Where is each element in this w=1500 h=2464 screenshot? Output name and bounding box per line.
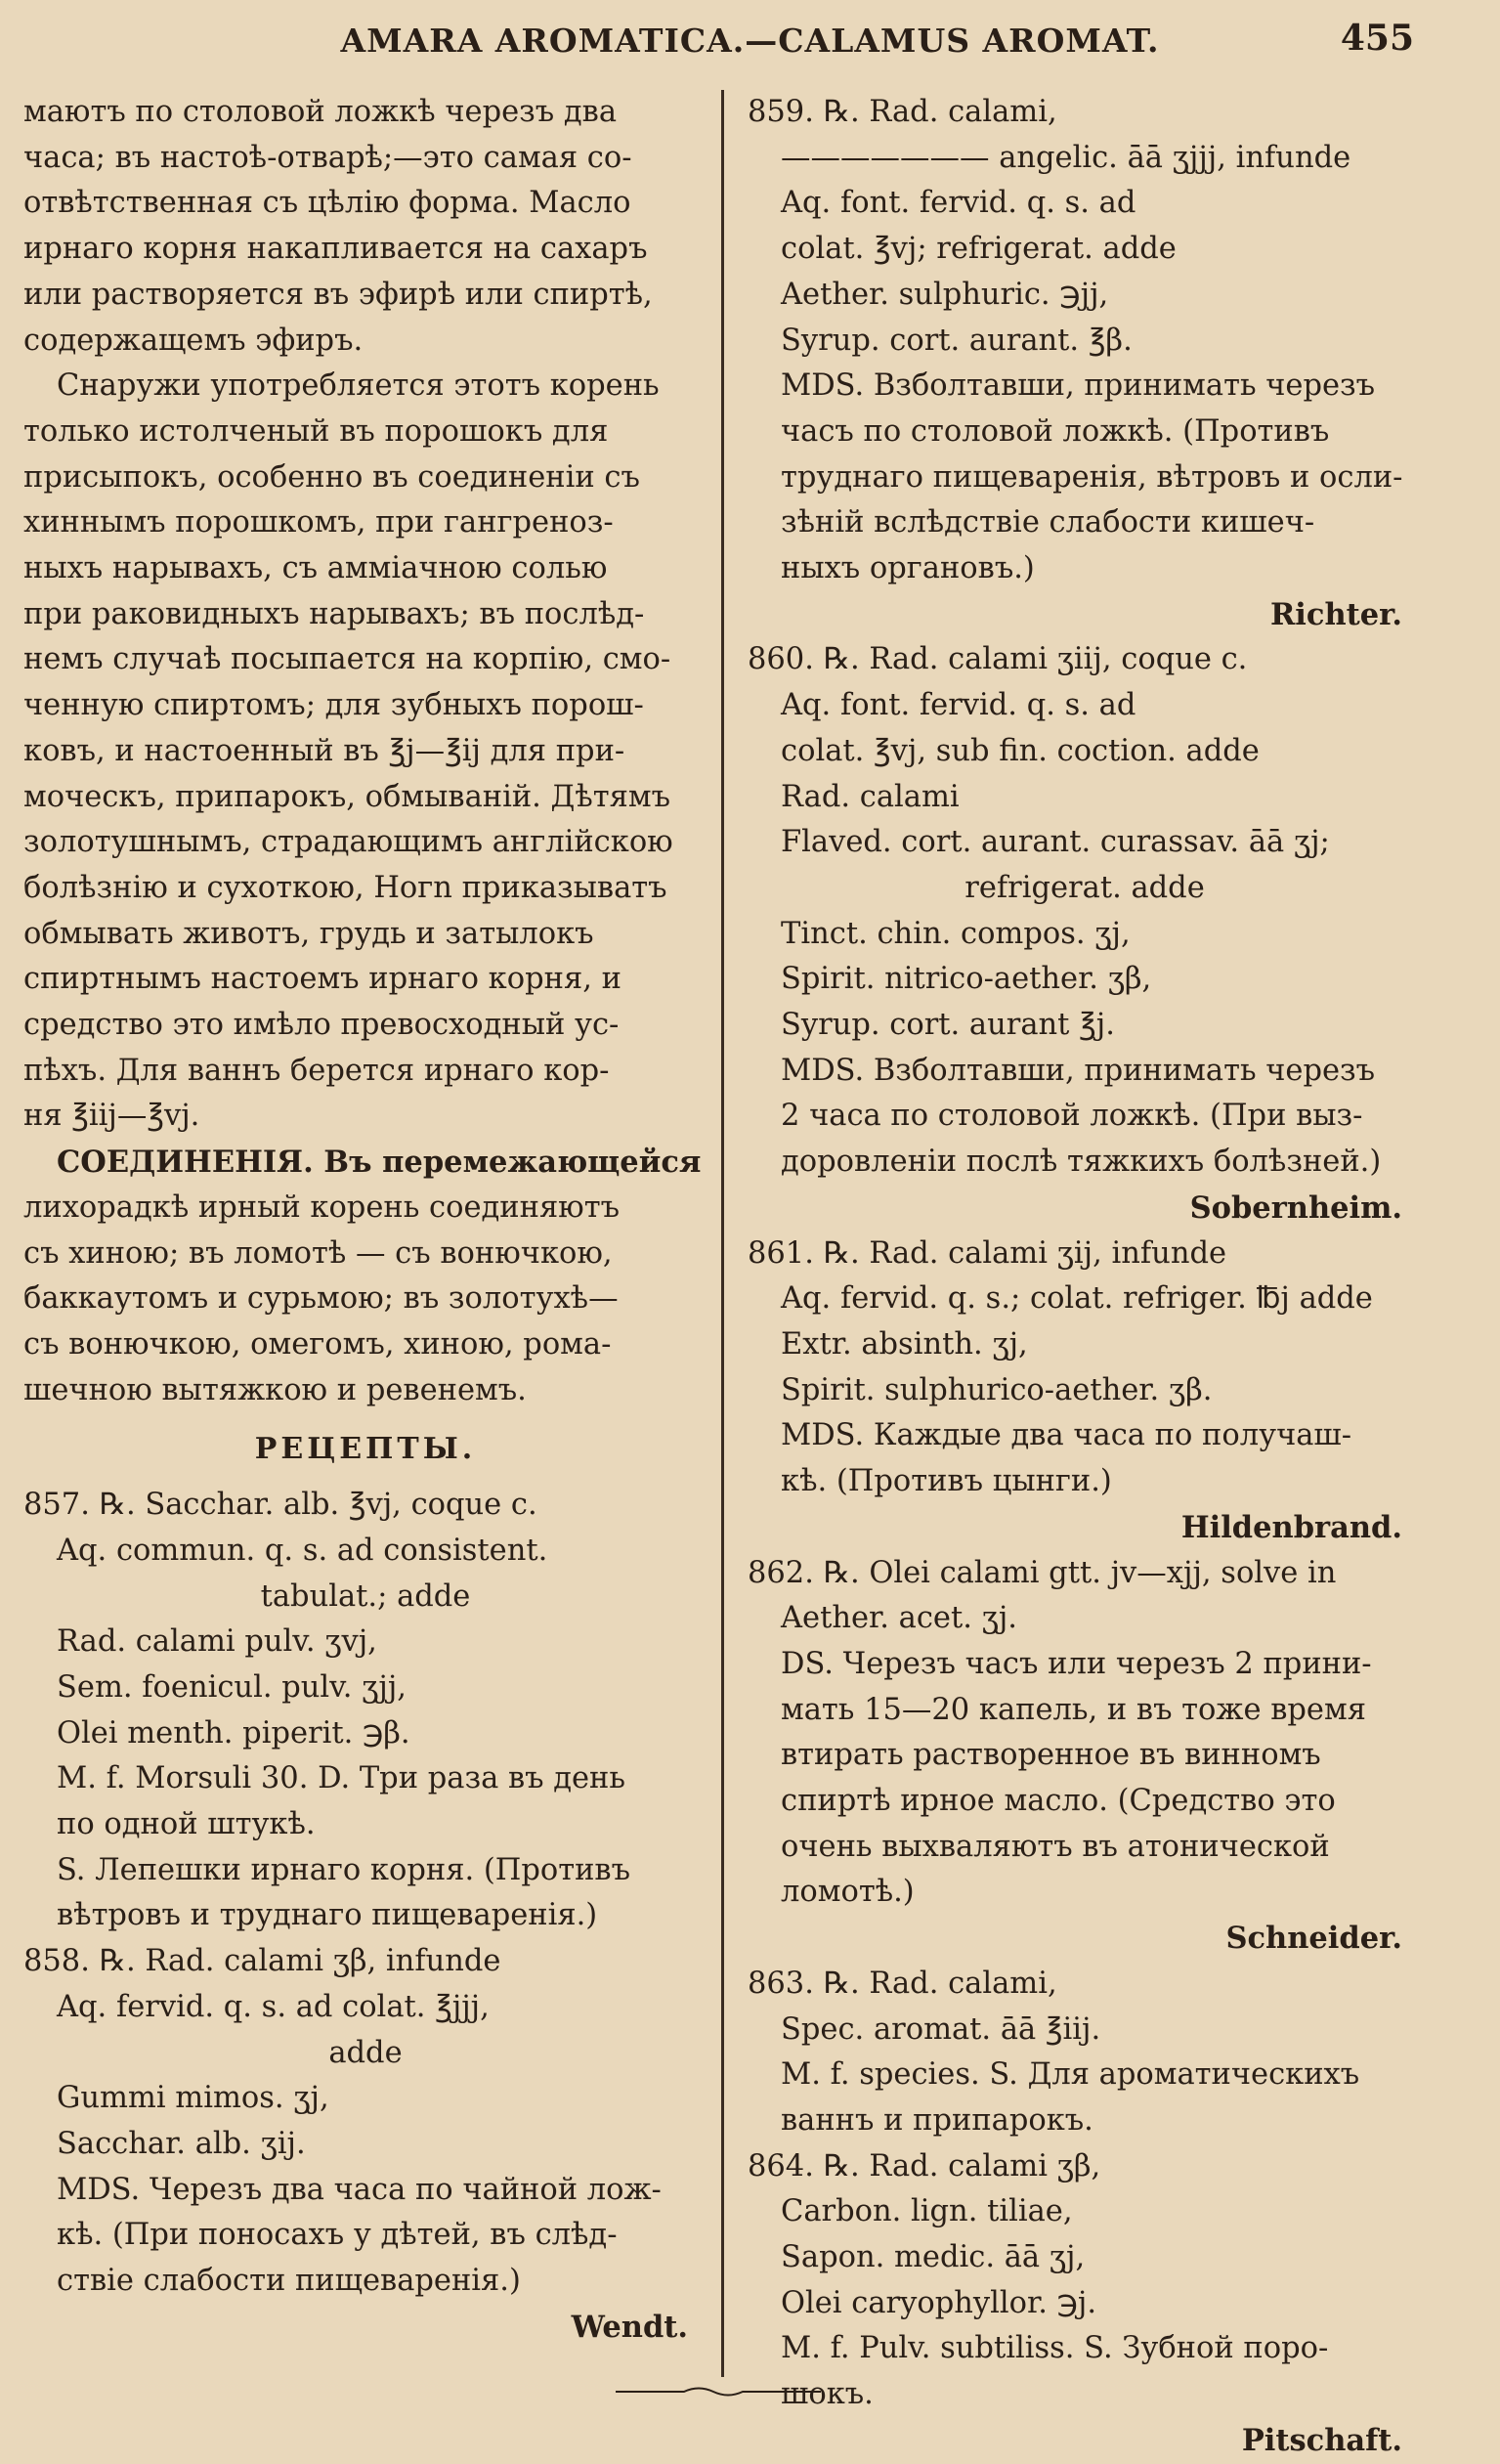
text-line: баккаутомъ и сурьмою; въ золотухѣ— bbox=[23, 1281, 619, 1317]
recipe-line: DS. Черезъ часъ или черезъ 2 прини- bbox=[781, 1646, 1372, 1681]
recipe-line: Aq. commun. q. s. ad consistent. bbox=[57, 1533, 548, 1568]
recipe-line: Aether. acet. ʒj. bbox=[781, 1601, 1017, 1636]
text-line: ныхъ нарывахъ, съ амміачною солью bbox=[23, 551, 608, 586]
recipe-line: S. Лепешки ирнаго корня. (Противъ bbox=[57, 1852, 630, 1887]
recipe-line: Spirit. sulphurico-aether. ʒβ. bbox=[781, 1372, 1213, 1407]
recipe-line: 857. ℞. Sacchar. alb. ℥vj, coque c. bbox=[23, 1488, 537, 1523]
recipe-line: tabulat.; adde bbox=[260, 1578, 471, 1614]
recipe-line: Syrup. cort. aurant. ℥β. bbox=[781, 323, 1133, 358]
recipe-line: 861. ℞. Rad. calami ʒij, infunde bbox=[748, 1235, 1227, 1271]
text-line: болѣзнію и сухоткою, Hoгn приказыватъ bbox=[23, 870, 667, 905]
text-line: моческъ, припарокъ, обмыванiй. Дѣтямъ bbox=[23, 779, 670, 814]
text-line: средство это имѣло превосходный ус- bbox=[23, 1008, 620, 1043]
recipe-line: кѣ. (Противъ цынги.) bbox=[781, 1464, 1112, 1499]
author-name: Sobernheim. bbox=[1189, 1189, 1402, 1226]
recipe-line: Sem. foenicul. pulv. ʒjj, bbox=[57, 1669, 407, 1705]
recipe-line: очень выхваляютъ въ атонической bbox=[781, 1829, 1330, 1864]
recipe-line: Aq. font. fervid. q. s. ad bbox=[781, 186, 1136, 221]
recipe-line: colat. ℥vj; refrigerat. adde bbox=[781, 232, 1177, 267]
text-line: спиртнымъ настоемъ ирнаго корня, и bbox=[23, 962, 621, 997]
running-head: AMARA AROMATICA.—CALAMUS AROMAT. bbox=[340, 22, 1160, 60]
recipe-line: вѣтровъ и труднаго пищеваренія.) bbox=[57, 1898, 598, 1933]
recipe-line: Sacchar. alb. ʒij. bbox=[57, 2126, 306, 2161]
recipe-line: colat. ℥vj, sub fin. coction. adde bbox=[781, 733, 1260, 768]
recipe-line: ——————— angelic. āā ʒjjj, infunde bbox=[781, 140, 1351, 175]
text-line: отвѣтственная съ цѣлію форма. Масло bbox=[23, 186, 631, 221]
recipe-line: Gummi mimos. ʒj, bbox=[57, 2081, 329, 2116]
recipe-line: M. f. Morsuli 30. D. Три раза въ день bbox=[57, 1761, 625, 1796]
recipe-line: refrigerat. adde bbox=[964, 870, 1205, 905]
recipe-line: спиртѣ ирное масло. (Средство это bbox=[781, 1784, 1336, 1819]
recipe-line: Aq. font. fervid. q. s. ad bbox=[781, 688, 1136, 723]
recipe-line: доровленіи послѣ тяжкихъ болѣзней.) bbox=[781, 1145, 1382, 1180]
recipe-line: труднаго пищеваренія, вѣтровъ и осли- bbox=[781, 459, 1403, 495]
recipe-line: Olei menth. piperit. ℈β. bbox=[57, 1715, 410, 1751]
author-name: Wendt. bbox=[571, 2309, 688, 2345]
text-line: ченную спиртомъ; для зубныхъ порош- bbox=[23, 688, 644, 723]
text-line: ня ℥iij—℥vj. bbox=[23, 1099, 200, 1134]
end-ornament-icon bbox=[616, 2385, 821, 2399]
left-column bbox=[23, 90, 707, 2350]
recipe-line: Extr. absinth. ʒj, bbox=[781, 1326, 1028, 1362]
recipe-line: 864. ℞. Rad. calami ʒβ, bbox=[748, 2148, 1101, 2183]
recipe-line: MDS. Каждые два часа по получаш- bbox=[781, 1418, 1352, 1453]
text-line: пѣхъ. Для ваннъ берется ирнаго кор- bbox=[23, 1053, 610, 1088]
text-line: золотушнымъ, страдающимъ англійскою bbox=[23, 825, 673, 860]
text-line: Снаружи употребляется этотъ корень bbox=[57, 368, 660, 404]
recipe-line: Olei caryophyllor. ℈j. bbox=[781, 2285, 1097, 2320]
recipe-line: Syrup. cort. aurant ℥j. bbox=[781, 1008, 1115, 1043]
text-line: съ хиною; въ ломотѣ — съ вонючкою, bbox=[23, 1235, 613, 1271]
author-name: Richter. bbox=[1269, 596, 1402, 632]
recipe-line: Carbon. lign. tiliae, bbox=[781, 2194, 1073, 2229]
recipe-line: по одной штукѣ. bbox=[57, 1807, 316, 1842]
recipe-line: Aq. fervid. q. s.; colat. refriger. ℔j adde bbox=[781, 1281, 1373, 1317]
recipe-line: Tinct. chin. compos. ʒj, bbox=[781, 916, 1131, 951]
recipe-line: Flaved. cort. aurant. curassav. āā ʒj; bbox=[781, 825, 1330, 860]
recipe-line: MDS. Черезъ два часа по чайной лож- bbox=[57, 2172, 662, 2207]
recipe-line: Spec. aromat. āā ℥iij. bbox=[781, 2011, 1101, 2047]
text-line: немъ случаѣ посыпается на корпію, смо- bbox=[23, 642, 671, 677]
text-line: содержащемъ эфиръ. bbox=[23, 323, 364, 358]
text-line: лихорадкѣ ирный корень соединяютъ bbox=[23, 1189, 621, 1225]
recipe-line: 2 часа по столовой ложкѣ. (При выз- bbox=[781, 1099, 1363, 1134]
recipe-line: 860. ℞. Rad. calami ʒiij, coque c. bbox=[748, 642, 1248, 677]
recipe-line: 863. ℞. Rad. calami, bbox=[748, 1966, 1057, 2001]
recipe-line: M. f. Pulv. subtiliss. S. Зубной поро- bbox=[781, 2331, 1329, 2366]
recipe-line: adde bbox=[328, 2035, 403, 2070]
page-number: 455 bbox=[1340, 18, 1414, 59]
text-line: присыпокъ, особенно въ соединеніи съ bbox=[23, 459, 640, 495]
recipe-line: MDS. Взболтавши, принимать черезъ bbox=[781, 1053, 1376, 1088]
recipe-line: M. f. species. S. Для ароматическихъ bbox=[781, 2057, 1360, 2093]
text-line: СОЕДИНЕНІЯ. Въ перемежающейся bbox=[57, 1145, 702, 1181]
recipe-line: Aq. fervid. q. s. ad colat. ℥jjj, bbox=[57, 1989, 490, 2024]
recipe-line: зѣній вслѣдствіе слабости кишеч- bbox=[781, 505, 1315, 540]
page-header bbox=[0, 18, 1500, 70]
recipe-line: ныхъ органовъ.) bbox=[781, 551, 1035, 586]
recipe-line: 862. ℞. Olei calami gtt. jv—xjj, solve in bbox=[748, 1555, 1337, 1590]
author-name: Pitschaft. bbox=[1241, 2422, 1402, 2458]
text-line: маютъ по столовой ложкѣ черезъ два bbox=[23, 95, 618, 129]
text-line: при раковидныхъ нарывахъ; въ послѣд- bbox=[23, 596, 645, 631]
text-line: ковъ, и настоенный въ ℥j—℥ij для при- bbox=[23, 733, 625, 768]
recipe-line: часъ по столовой ложкѣ. (Противъ bbox=[781, 413, 1330, 449]
text-line: хиннымъ порошкомъ, при гангреноз- bbox=[23, 505, 614, 540]
recipe-line: 858. ℞. Rad. calami ʒβ, infunde bbox=[23, 1944, 501, 1979]
recipe-line: кѣ. (При поносахъ у дѣтей, въ слѣд- bbox=[57, 2218, 618, 2253]
recipe-line: 859. ℞. Rad. calami, bbox=[748, 95, 1057, 129]
column-divider bbox=[721, 90, 724, 2377]
text-line: ирнаго корня накапливается на сахаръ bbox=[23, 232, 648, 267]
text-line: шечною вытяжкою и ревенемъ. bbox=[23, 1372, 527, 1407]
recipe-line: втирать растворенное въ винномъ bbox=[781, 1738, 1321, 1773]
recipe-line: Sapon. medic. āā ʒj, bbox=[781, 2240, 1086, 2275]
recipe-line: мать 15—20 капель, и въ тоже время bbox=[781, 1692, 1366, 1727]
section-heading: РЕЦЕПТЫ. bbox=[254, 1432, 477, 1467]
recipe-line: Rad. calami pulv. ʒvj, bbox=[57, 1624, 377, 1660]
text-line: обмывать животъ, грудь и затылокъ bbox=[23, 916, 594, 951]
recipe-line: Aether. sulphuric. ℈jj, bbox=[781, 277, 1109, 312]
recipe-line: ствіе слабости пищеваренія.) bbox=[57, 2264, 521, 2299]
author-name: Schneider. bbox=[1225, 1921, 1402, 1957]
text-line: часа; въ настоѣ-отварѣ;—это самая со- bbox=[23, 140, 632, 175]
recipe-line: ваннъ и припарокъ. bbox=[781, 2102, 1093, 2138]
recipe-line: шокъ. bbox=[781, 2377, 874, 2412]
text-line: только истолченый въ порошокъ для bbox=[23, 413, 609, 449]
recipe-line: Rad. calami bbox=[781, 779, 960, 814]
text-line: или растворяется въ эфирѣ или спиртѣ, bbox=[23, 277, 653, 312]
right-column bbox=[748, 90, 1422, 2464]
author-name: Hildenbrand. bbox=[1180, 1509, 1402, 1545]
recipe-line: MDS. Взболтавши, принимать черезъ bbox=[781, 368, 1376, 404]
recipe-line: Spirit. nitrico-aether. ʒβ, bbox=[781, 962, 1152, 997]
recipe-line: ломотѣ.) bbox=[781, 1875, 915, 1910]
text-line: съ вонючкою, омегомъ, хиною, рома- bbox=[23, 1326, 612, 1362]
